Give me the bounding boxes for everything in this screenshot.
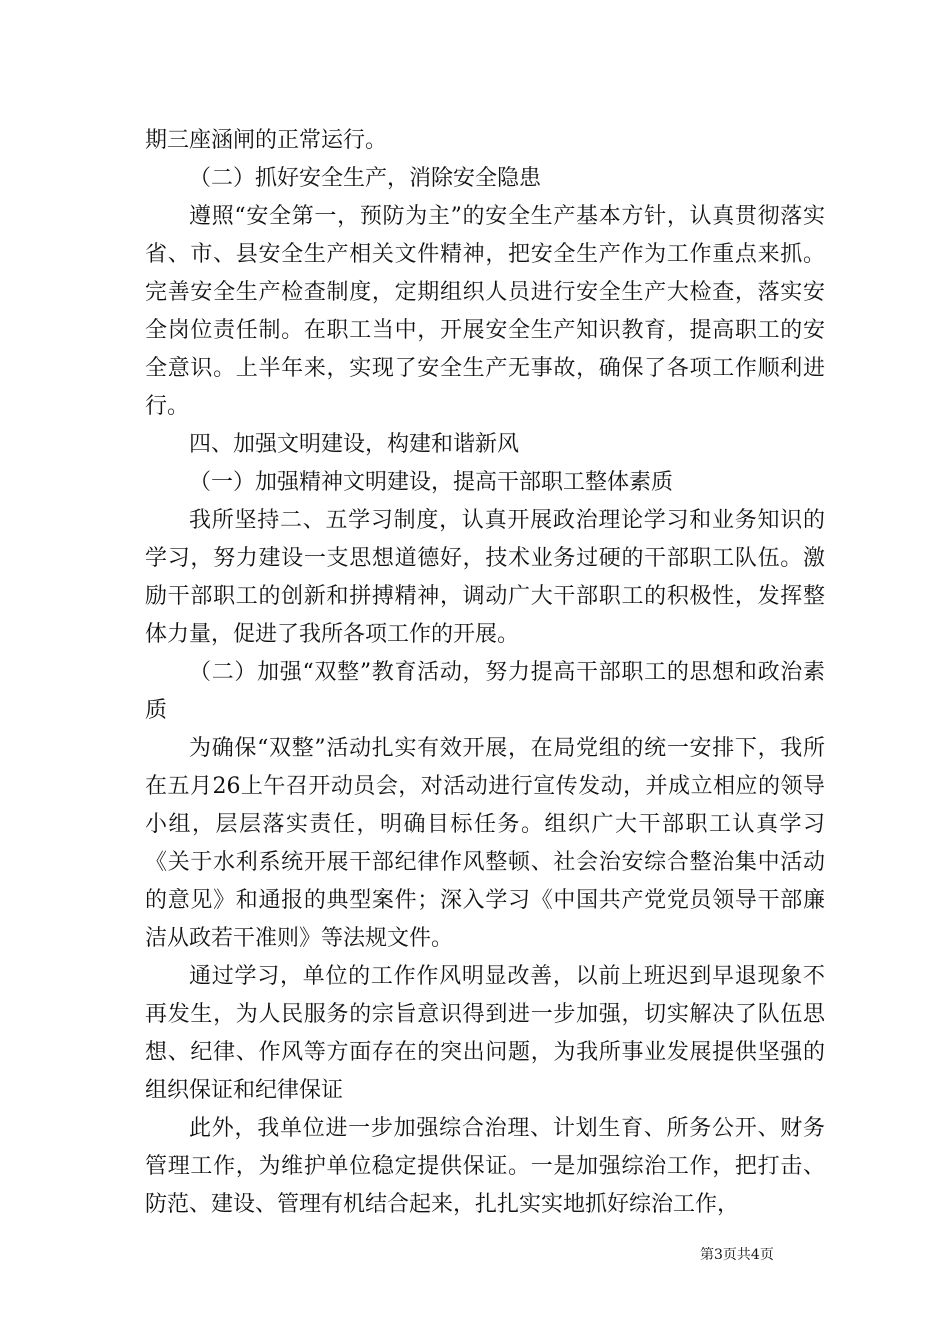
- paragraph-study: 我所坚持二、五学习制度，认真开展政治理论学习和业务知识的学习，努力建设一支思想道德好，技术业务过硬的干部职工队伍。激励干部职工的创新和拼搏精神，调动广大干部职工的积极性，发挥整体力量，促进了我所各项工作的开展。: [145, 508, 825, 647]
- section-heading-2-2: （二）抓好安全生产，消除安全隐患: [189, 166, 542, 191]
- paragraph-campaign: 为确保“双整”活动扎实有效开展，在局党组的统一安排下，我所在五月26上午召开动员会，对活动进行宣传发动，并成立相应的领导小组，层层落实责任，明确目标任务。组织广大干部职工认真学习《关于水利系统开展干部纪律作风整顿、社会治安综合整治集中活动的意见》和通报的典型案件；深入学习《中国共产党党员领导干部廉洁从政若干准则》等法规文件。: [145, 736, 825, 951]
- paragraph-safety: 遵照“安全第一，预防为主”的安全生产基本方针，认真贯彻落实省、市、县安全生产相关文件精神，把安全生产作为工作重点来抓。完善安全生产检查制度，定期组织人员进行安全生产大检查，落实安全岗位责任制。在职工当中，开展安全生产知识教育，提高职工的安全意识。上半年来，实现了安全生产无事故，确保了各项工作顺利进行。: [145, 204, 825, 419]
- paragraph-additional: 此外，我单位进一步加强综合治理、计划生育、所务公开、财务管理工作，为维护单位稳定提供保证。一是加强综治工作，把打击、防范、建设、管理有机结合起来，扎扎实实地抓好综治工作，: [145, 1116, 825, 1217]
- section-heading-4-2: （二）加强“双整”教育活动，努力提高干部职工的思想和政治素质: [145, 660, 825, 723]
- page-number: 第3页共4页: [700, 1247, 774, 1263]
- section-heading-4-1: （一）加强精神文明建设，提高干部职工整体素质: [189, 470, 674, 495]
- paragraph-results: 通过学习，单位的工作作风明显改善，以前上班迟到早退现象不再发生，为人民服务的宗旨意识得到进一步加强，切实解决了队伍思想、纪律、作风等方面存在的突出问题，为我所事业发展提供坚强的组织保证和纪律保证: [145, 964, 825, 1103]
- paragraph-1: 期三座涵闸的正常运行。: [145, 128, 388, 153]
- section-heading-4: 四、加强文明建设，构建和谐新风: [189, 432, 520, 457]
- document-body: [145, 122, 825, 1224]
